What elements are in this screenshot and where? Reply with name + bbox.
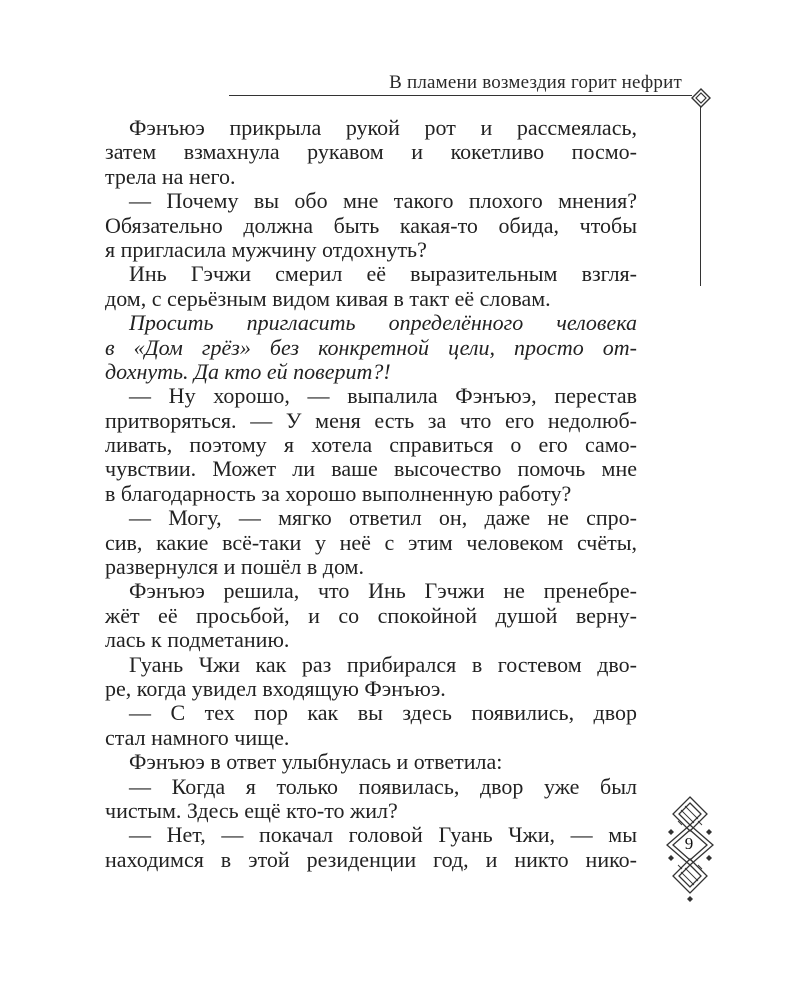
text-line: Просить пригласить определённого человека — [129, 310, 637, 336]
text-line: находимся в этой резиденции год, и никто нико- — [105, 846, 637, 872]
text-line: — Ну хорошо, — выпалила Фэнъюэ, перестав — [129, 383, 637, 409]
margin-rule — [700, 106, 701, 286]
text-line: Фэнъюэ в ответ улыбнулась и ответила: — [129, 749, 503, 775]
text-line: чувствии. Может ли ваше высочество помочь мне — [105, 456, 637, 482]
text-line: ливать, поэтому я хотела справиться о его само- — [105, 432, 637, 458]
text-line: дом, с серьёзным видом кивая в такт её словам. — [105, 285, 551, 311]
text-line: трела на него. — [105, 163, 236, 189]
text-line: ре, когда увидел входящую Фэнъюэ. — [105, 675, 446, 701]
text-line: лась к подметанию. — [105, 627, 290, 653]
text-line: — Нет, — покачал головой Гуань Чжи, — мы — [129, 822, 637, 848]
text-line: в благодарность за хорошо выполненную работу? — [105, 480, 572, 506]
text-line: стал намного чище. — [105, 724, 290, 750]
text-line: в «Дом грёз» без конкретной цели, просто от- — [105, 334, 637, 360]
text-line: я пригласила мужчину отдохнуть? — [105, 236, 427, 262]
body-text — [105, 116, 637, 872]
text-line: развернулся и пошёл в дом. — [105, 554, 364, 580]
text-line: — Когда я только появилась, двор уже был — [129, 773, 637, 799]
text-line: притворяться. — У меня есть за что его недолюб- — [105, 407, 637, 433]
text-line: — Могу, — мягко ответил он, даже не спро- — [129, 505, 637, 531]
text-line: сив, какие всё-таки у неё с этим человеком счёты, — [105, 529, 637, 555]
text-line: Фэнъюэ решила, что Инь Гэчжи не пренебре- — [129, 578, 637, 604]
text-line: Обязательно должна быть какая-то обида, чтобы — [105, 212, 637, 238]
text-line: — Почему вы обо мне такого плохого мнения? — [129, 188, 637, 214]
page-number: 9 — [684, 834, 694, 853]
text-line: чистым. Здесь ещё кто-то жил? — [105, 797, 398, 823]
text-line: затем взмахнула рукавом и кокетливо посмо- — [105, 139, 637, 165]
text-line: Фэнъюэ прикрыла рукой рот и рассмеялась, — [129, 115, 637, 140]
header-diamond-ornament — [691, 88, 711, 108]
text-line: — С тех пор как вы здесь появились, двор — [129, 700, 637, 726]
text-line: жёт её просьбой, и со спокойной душой верну- — [105, 602, 637, 628]
running-head: В пламени возмездия горит нефрит — [389, 72, 682, 93]
text-line: Инь Гэчжи смерил её выразительным взгля- — [129, 261, 637, 287]
text-line: Гуань Чжи как раз прибирался в гостевом дво- — [129, 651, 637, 677]
text-line: дохнуть. Да кто ей поверит?! — [105, 358, 391, 384]
header-rule — [229, 95, 692, 96]
